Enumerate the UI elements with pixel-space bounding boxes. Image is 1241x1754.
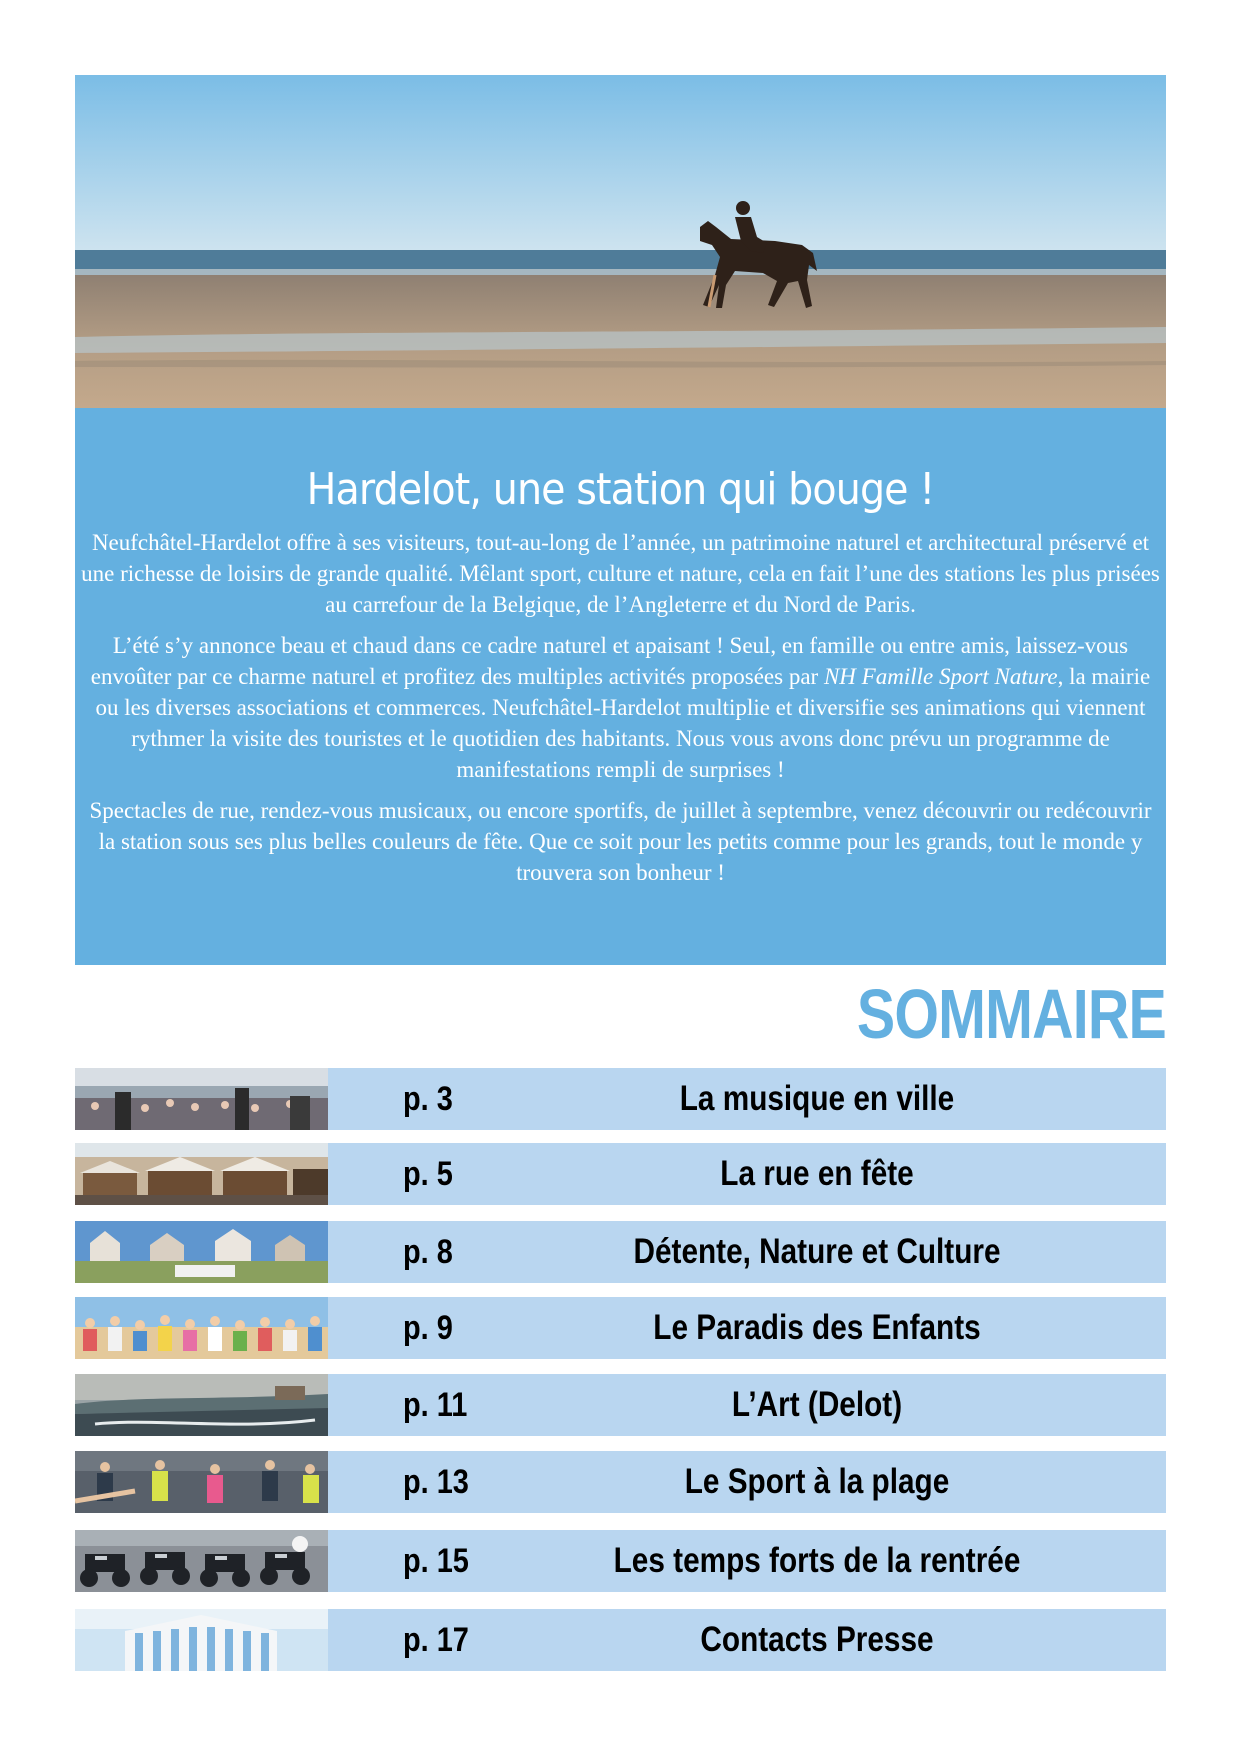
- intro-paragraph-2-end: , la mairie ou les diverses associations et commerces. Neufchâtel-Hardelot multiplie et diversifie ses animations qui viennent rythmer la visite des touristes et le quotidien des habitants. Nous vous avons donc prévu un programme de manifestations rempli de surprises !: [95, 664, 1151, 782]
- thumbnail-motorcycles: [75, 1530, 328, 1592]
- thumbnail-market-stalls: [75, 1143, 328, 1205]
- sommaire-band: [328, 1451, 1166, 1513]
- sommaire-item-contacts[interactable]: [75, 1609, 1166, 1671]
- page-number: p. 13: [403, 1463, 469, 1501]
- sommaire-band: [328, 1297, 1166, 1359]
- section-label: Le Sport à la plage: [684, 1462, 950, 1501]
- sommaire-title: SOMMAIRE: [856, 975, 1166, 1053]
- intro-paragraph-1: Neufchâtel-Hardelot offre à ses visiteurs, tout-au-long de l’année, un patrimoine naturel et architectural préservé et une richesse de loisirs de grande qualité. Mêlant sport, culture et nature, cela en fait l’une des stations les plus prisées au carrefour de la Belgique, de l’Angleterre et du Nord de Paris.: [81, 530, 1160, 617]
- page-number: p. 3: [403, 1080, 453, 1118]
- intro-title: Hardelot, une station qui bouge !: [306, 464, 935, 515]
- section-label: Détente, Nature et Culture: [633, 1232, 1001, 1271]
- sommaire-item-musique[interactable]: [75, 1068, 1166, 1130]
- page-number: p. 8: [403, 1233, 453, 1271]
- nh-famille-sport-nature: NH Famille Sport Nature: [823, 664, 1058, 689]
- intro-panel: [75, 408, 1166, 965]
- thumbnail-beach-fitness: [75, 1451, 328, 1513]
- sommaire-band: [328, 1068, 1166, 1130]
- section-label: Contacts Presse: [700, 1620, 934, 1659]
- sommaire-item-rue-en-fete[interactable]: [75, 1143, 1166, 1205]
- thumbnail-concert-crowd: [75, 1068, 328, 1130]
- sommaire-band: [328, 1609, 1166, 1671]
- section-label: L’Art (Delot): [731, 1385, 903, 1424]
- hero-photo-beach-horse-rider: [75, 75, 1166, 408]
- intro-paragraph-2-start: L’été s’y annonce beau et chaud dans ce cadre naturel et apaisant ! Seul, en famille ou entre amis, laissez-vous envoûter par ce charme naturel et profitez des multiples activités proposées par: [90, 633, 1129, 689]
- sommaire-item-art[interactable]: [75, 1374, 1166, 1436]
- page-number: p. 9: [403, 1309, 453, 1347]
- page-number: p. 17: [403, 1621, 469, 1659]
- thumbnail-villas-sky: [75, 1221, 328, 1283]
- sommaire-item-rentree[interactable]: [75, 1530, 1166, 1592]
- beach-horse-illustration: [75, 75, 1166, 408]
- sommaire-band: [328, 1374, 1166, 1436]
- sommaire-band: [328, 1221, 1166, 1283]
- intro-paragraph-3: Spectacles de rue, rendez-vous musicaux, ou encore sportifs, de juillet à septembre, venez découvrir ou redécouvrir la station sous ses plus belles couleurs de fête. Que ce soit pour les petits comme pour les grands, tout le monde y trouvera son bonheur !: [89, 798, 1152, 885]
- section-label: La musique en ville: [679, 1079, 955, 1118]
- sommaire-band: [328, 1530, 1166, 1592]
- page-number: p. 11: [403, 1386, 468, 1424]
- sommaire-item-enfants[interactable]: [75, 1297, 1166, 1359]
- section-label: La rue en fête: [720, 1154, 914, 1193]
- section-label: Le Paradis des Enfants: [653, 1308, 981, 1347]
- sommaire-item-sport[interactable]: [75, 1451, 1166, 1513]
- page-number: p. 15: [403, 1542, 469, 1580]
- thumbnail-seascape-painting: [75, 1374, 328, 1436]
- sommaire-band: [328, 1143, 1166, 1205]
- intro-paragraph-2: [81, 630, 1160, 785]
- thumbnail-beach-hut: [75, 1609, 328, 1671]
- thumbnail-children-group: [75, 1297, 328, 1359]
- section-label: Les temps forts de la rentrée: [613, 1541, 1021, 1580]
- page-number: p. 5: [403, 1155, 453, 1193]
- sommaire-item-detente[interactable]: [75, 1221, 1166, 1283]
